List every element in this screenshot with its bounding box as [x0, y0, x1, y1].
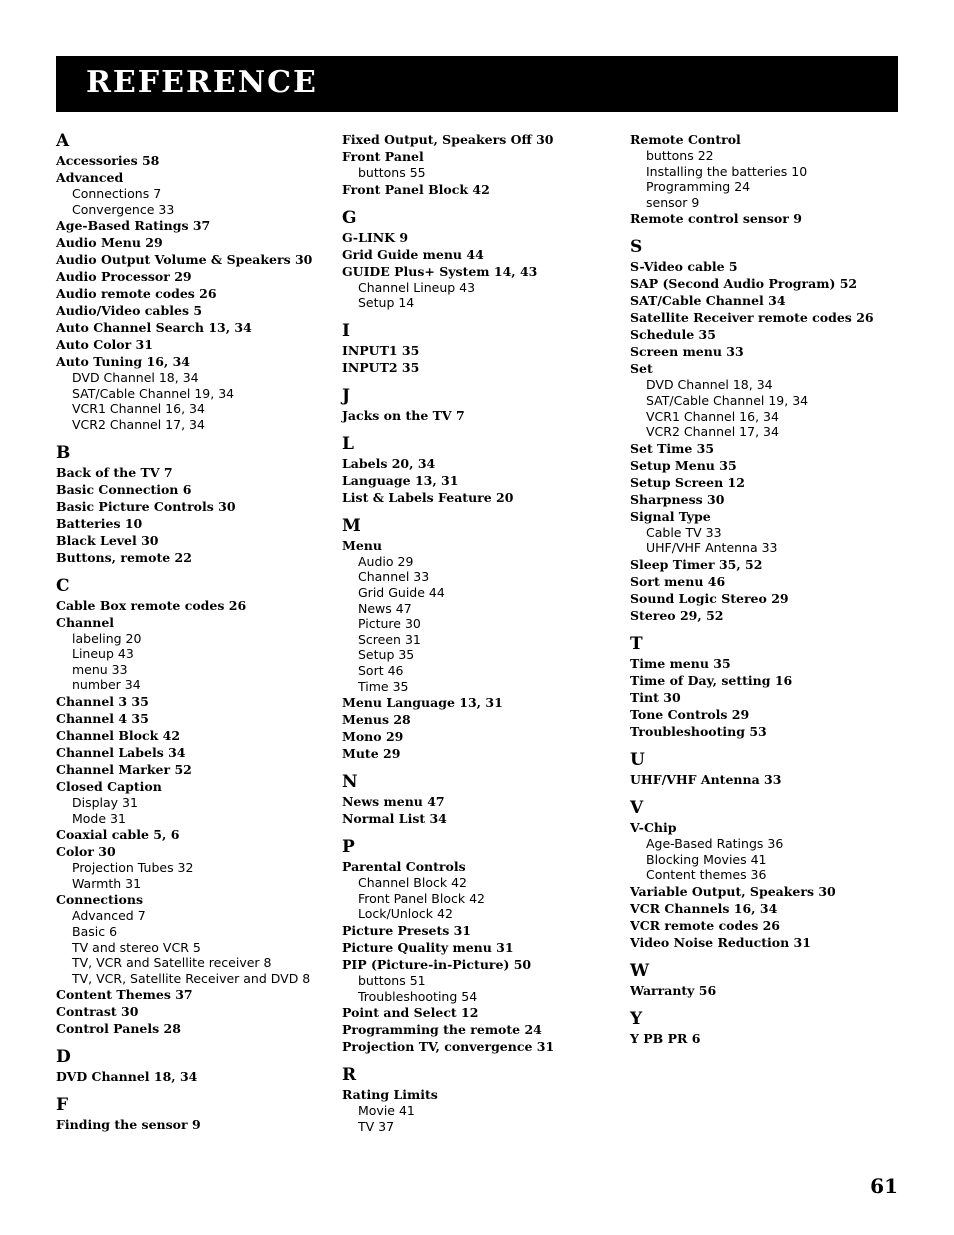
section-letter: M — [342, 515, 361, 536]
index-subentry: VCR1 Channel 16, 34 — [646, 408, 779, 424]
index-subentry: labeling 20 — [72, 630, 142, 646]
index-entry: Fixed Output, Speakers Off 30 — [342, 132, 554, 147]
section-letter: I — [342, 320, 350, 341]
index-subentry: News 47 — [358, 600, 412, 616]
index-entry: Tone Controls 29 — [630, 706, 750, 722]
index-entry: UHF/VHF Antenna 33 — [630, 771, 782, 787]
index-subentry: number 34 — [72, 677, 141, 693]
section-letter: C — [56, 575, 70, 596]
index-entry: Language 13, 31 — [342, 472, 459, 488]
section-letter: G — [342, 207, 357, 228]
index-entry: Color 30 — [56, 844, 116, 860]
index-entry: Signal Type — [630, 508, 711, 524]
index-entry: INPUT2 35 — [342, 359, 420, 375]
index-subentry: Convergence 33 — [72, 201, 175, 217]
index-subentry: Setup 14 — [358, 295, 415, 311]
index-subentry: Warmth 31 — [72, 875, 142, 891]
index-entry: Setup Screen 12 — [630, 474, 745, 490]
index-entry: Rating Limits — [342, 1087, 438, 1103]
index-entry: Menu — [342, 537, 382, 553]
header-banner — [56, 56, 898, 112]
index-entry: Y PB PR 6 — [630, 1030, 701, 1046]
index-subentry: Audio 29 — [358, 553, 414, 569]
index-subentry: SAT/Cable Channel 19, 34 — [72, 385, 235, 401]
index-subentry: TV 37 — [358, 1118, 395, 1134]
index-entry: INPUT1 35 — [342, 342, 420, 358]
index-subentry: Advanced 7 — [72, 908, 146, 924]
index-entry: Set — [630, 361, 653, 377]
index-entry: Auto Channel Search 13, 34 — [56, 320, 252, 336]
index-entry: V-Chip — [630, 819, 677, 835]
index-subentry: UHF/VHF Antenna 33 — [646, 540, 778, 556]
index-subentry: Sort 46 — [358, 662, 404, 678]
index-subentry: DVD Channel 18, 34 — [646, 377, 773, 393]
index-entry: Labels 20, 34 — [342, 455, 436, 471]
index-entry: GUIDE Plus+ System 14, 43 — [342, 263, 538, 279]
index-entry: Channel — [56, 614, 115, 630]
index-section — [342, 208, 612, 311]
index-entry: Mute 29 — [342, 746, 401, 762]
index-entry: News menu 47 — [342, 794, 445, 810]
index-subentry: buttons 55 — [358, 165, 426, 180]
index-entry: Audio Menu 29 — [56, 235, 163, 251]
index-entry: Picture Quality menu 31 — [342, 939, 514, 955]
section-letter: T — [630, 633, 643, 654]
index-entry: Mono 29 — [342, 729, 404, 745]
index-entry: Satellite Receiver remote codes 26 — [630, 310, 874, 326]
section-letter: U — [630, 749, 645, 770]
index-entry: Remote Control — [630, 132, 741, 147]
index-subentry: Movie 41 — [358, 1103, 415, 1119]
index-entry: Normal List 34 — [342, 811, 447, 827]
index-subentry: Projection Tubes 32 — [72, 860, 194, 876]
index-entry: Point and Select 12 — [342, 1005, 479, 1021]
index-entry: Basic Picture Controls 30 — [56, 498, 236, 514]
index-section — [56, 1095, 326, 1133]
index-entry: Closed Caption — [56, 778, 162, 794]
index-entry: Black Level 30 — [56, 532, 159, 548]
index-subentry: Display 31 — [72, 794, 138, 810]
index-entry: Video Noise Reduction 31 — [630, 934, 811, 950]
index-section — [342, 837, 612, 1055]
index-entry: Sharpness 30 — [630, 491, 725, 507]
index-subentry: SAT/Cable Channel 19, 34 — [646, 392, 809, 408]
index-entry: G-LINK 9 — [342, 229, 409, 245]
index-entry: Stereo 29, 52 — [630, 607, 724, 623]
index-section — [630, 798, 900, 951]
index-section — [342, 434, 612, 506]
index-entry: Front Panel — [342, 149, 424, 164]
index-entry: Channel Labels 34 — [56, 744, 186, 760]
section-letter: V — [630, 797, 644, 818]
index-entry: Channel Block 42 — [56, 727, 181, 743]
index-subentry: Screen 31 — [358, 631, 421, 647]
index-entry: Contrast 30 — [56, 1004, 139, 1020]
index-entry: Sleep Timer 35, 52 — [630, 556, 763, 572]
index-entry: Picture Presets 31 — [342, 922, 471, 938]
index-entry: Front Panel Block 42 — [342, 181, 490, 197]
index-subentry: Channel 33 — [358, 569, 430, 585]
index-subentry: Front Panel Block 42 — [358, 890, 485, 906]
index-entry: Back of the TV 7 — [56, 464, 173, 480]
index-section — [342, 321, 612, 376]
section-letter: W — [630, 960, 650, 981]
index-entry: Schedule 35 — [630, 327, 716, 343]
index-entry: Channel 4 35 — [56, 710, 149, 726]
index-section — [56, 443, 326, 566]
index-column-1 — [56, 131, 326, 1143]
index-entry: SAT/Cable Channel 34 — [630, 293, 786, 309]
index-entry: Batteries 10 — [56, 515, 143, 531]
index-entry: Finding the sensor 9 — [56, 1117, 201, 1133]
section-letter: B — [56, 442, 71, 463]
index-entry: Channel Marker 52 — [56, 761, 192, 777]
index-section — [56, 576, 326, 1038]
page-number: 61 — [870, 1174, 898, 1198]
index-entry: Control Panels 28 — [56, 1021, 181, 1037]
index-entry: Audio remote codes 26 — [56, 286, 217, 302]
index-subentry: buttons 22 — [646, 148, 714, 163]
section-letter: S — [630, 237, 643, 258]
index-entry: Warranty 56 — [630, 982, 717, 998]
index-entry: Buttons, remote 22 — [56, 549, 192, 565]
index-entry: Setup Menu 35 — [630, 457, 737, 473]
index-section — [342, 772, 612, 827]
index-entry: Audio Processor 29 — [56, 269, 192, 285]
index-entry: Set Time 35 — [630, 440, 715, 456]
index-entry: Sound Logic Stereo 29 — [630, 590, 789, 606]
index-subentry: TV, VCR, Satellite Receiver and DVD 8 — [72, 970, 311, 986]
index-subentry: TV, VCR and Satellite receiver 8 — [72, 955, 272, 971]
index-subentry: Lock/Unlock 42 — [358, 906, 453, 922]
index-entry: DVD Channel 18, 34 — [56, 1069, 198, 1085]
index-entry: Sort menu 46 — [630, 573, 726, 589]
index-entry: Screen menu 33 — [630, 344, 744, 360]
index-entry: Advanced — [56, 170, 124, 185]
index-subentry: VCR2 Channel 17, 34 — [646, 424, 779, 440]
index-section — [342, 516, 612, 762]
index-column-2 — [342, 131, 612, 1144]
index-entry: Channel 3 35 — [56, 693, 149, 709]
index-subentry: Troubleshooting 54 — [358, 988, 478, 1004]
index-subentry: Picture 30 — [358, 616, 421, 632]
index-column-3 — [630, 131, 900, 1057]
index-entry: Jacks on the TV 7 — [342, 407, 465, 423]
index-entry: PIP (Picture-in-Picture) 50 — [342, 956, 532, 972]
index-section — [56, 131, 326, 433]
index-entry: Audio/Video cables 5 — [56, 303, 203, 319]
index-subentry: buttons 51 — [358, 972, 426, 988]
index-entry: Menus 28 — [342, 712, 411, 728]
index-entry: Time of Day, setting 16 — [630, 672, 793, 688]
section-letter: N — [342, 772, 358, 793]
index-subentry: TV and stereo VCR 5 — [72, 939, 201, 955]
section-letter: F — [56, 1095, 69, 1116]
index-subentry: Basic 6 — [72, 923, 118, 939]
index-entry: Variable Output, Speakers 30 — [630, 883, 836, 899]
index-entry: SAP (Second Audio Program) 52 — [630, 276, 858, 292]
index-entry: Auto Color 31 — [56, 337, 153, 353]
index-entry: Programming the remote 24 — [342, 1022, 542, 1038]
index-section — [56, 1047, 326, 1085]
section-letter: L — [342, 433, 354, 454]
index-section — [630, 961, 900, 999]
index-subentry: Channel Block 42 — [358, 875, 467, 891]
index-entry: VCR Channels 16, 34 — [630, 900, 778, 916]
index-subentry: Programming 24 — [646, 179, 751, 195]
index-entry: Age-Based Ratings 37 — [56, 218, 211, 234]
index-subentry: Cable TV 33 — [646, 524, 722, 540]
index-subentry: Installing the batteries 10 — [646, 163, 808, 179]
section-letter: J — [342, 385, 351, 406]
index-section — [630, 237, 900, 624]
index-entry: Time menu 35 — [630, 655, 731, 671]
index-subentry: sensor 9 — [646, 194, 700, 210]
index-entry: Accessories 58 — [56, 153, 160, 168]
index-section — [342, 1065, 612, 1134]
page-title: REFERENCE — [86, 65, 318, 100]
section-letter: R — [342, 1065, 357, 1086]
index-entry: Remote control sensor 9 — [630, 211, 802, 227]
index-entry: Connections — [56, 892, 144, 908]
index-subentry: Channel Lineup 43 — [358, 279, 476, 295]
index-section — [630, 750, 900, 788]
index-section — [342, 131, 612, 198]
index-subentry: Mode 31 — [72, 810, 126, 826]
index-section — [342, 386, 612, 424]
index-entry: Audio Output Volume & Speakers 30 — [56, 252, 313, 268]
index-subentry: Connections 7 — [72, 186, 162, 201]
index-entry: Projection TV, convergence 31 — [342, 1039, 555, 1055]
index-entry: Cable Box remote codes 26 — [56, 597, 247, 613]
index-subentry: Setup 35 — [358, 647, 415, 663]
index-subentry: VCR2 Channel 17, 34 — [72, 416, 205, 432]
index-entry: Tint 30 — [630, 689, 681, 705]
index-subentry: Age-Based Ratings 36 — [646, 835, 784, 851]
section-letter: A — [56, 131, 70, 151]
section-letter: P — [342, 837, 355, 858]
index-subentry: Grid Guide 44 — [358, 584, 445, 600]
index-subentry: Blocking Movies 41 — [646, 851, 767, 867]
index-subentry: VCR1 Channel 16, 34 — [72, 401, 205, 417]
index-entry: Basic Connection 6 — [56, 481, 192, 497]
index-entry: Coaxial cable 5, 6 — [56, 827, 180, 843]
index-entry: VCR remote codes 26 — [630, 917, 780, 933]
index-entry: Auto Tuning 16, 34 — [56, 354, 191, 370]
index-entry: S-Video cable 5 — [630, 259, 738, 275]
index-section — [630, 131, 900, 227]
index-entry: List & Labels Feature 20 — [342, 489, 514, 505]
index-subentry: Time 35 — [358, 678, 409, 694]
section-letter: Y — [630, 1008, 643, 1029]
index-entry: Content Themes 37 — [56, 987, 193, 1003]
index-entry: Parental Controls — [342, 859, 466, 875]
index-section — [630, 634, 900, 740]
index-section — [630, 1009, 900, 1047]
index-entry: Troubleshooting 53 — [630, 723, 767, 739]
index-subentry: Content themes 36 — [646, 867, 767, 883]
index-subentry: DVD Channel 18, 34 — [72, 370, 199, 386]
index-subentry: Lineup 43 — [72, 646, 134, 662]
section-letter: D — [56, 1047, 71, 1068]
index-entry: Grid Guide menu 44 — [342, 246, 484, 262]
index-subentry: menu 33 — [72, 661, 128, 677]
index-entry: Menu Language 13, 31 — [342, 695, 503, 711]
